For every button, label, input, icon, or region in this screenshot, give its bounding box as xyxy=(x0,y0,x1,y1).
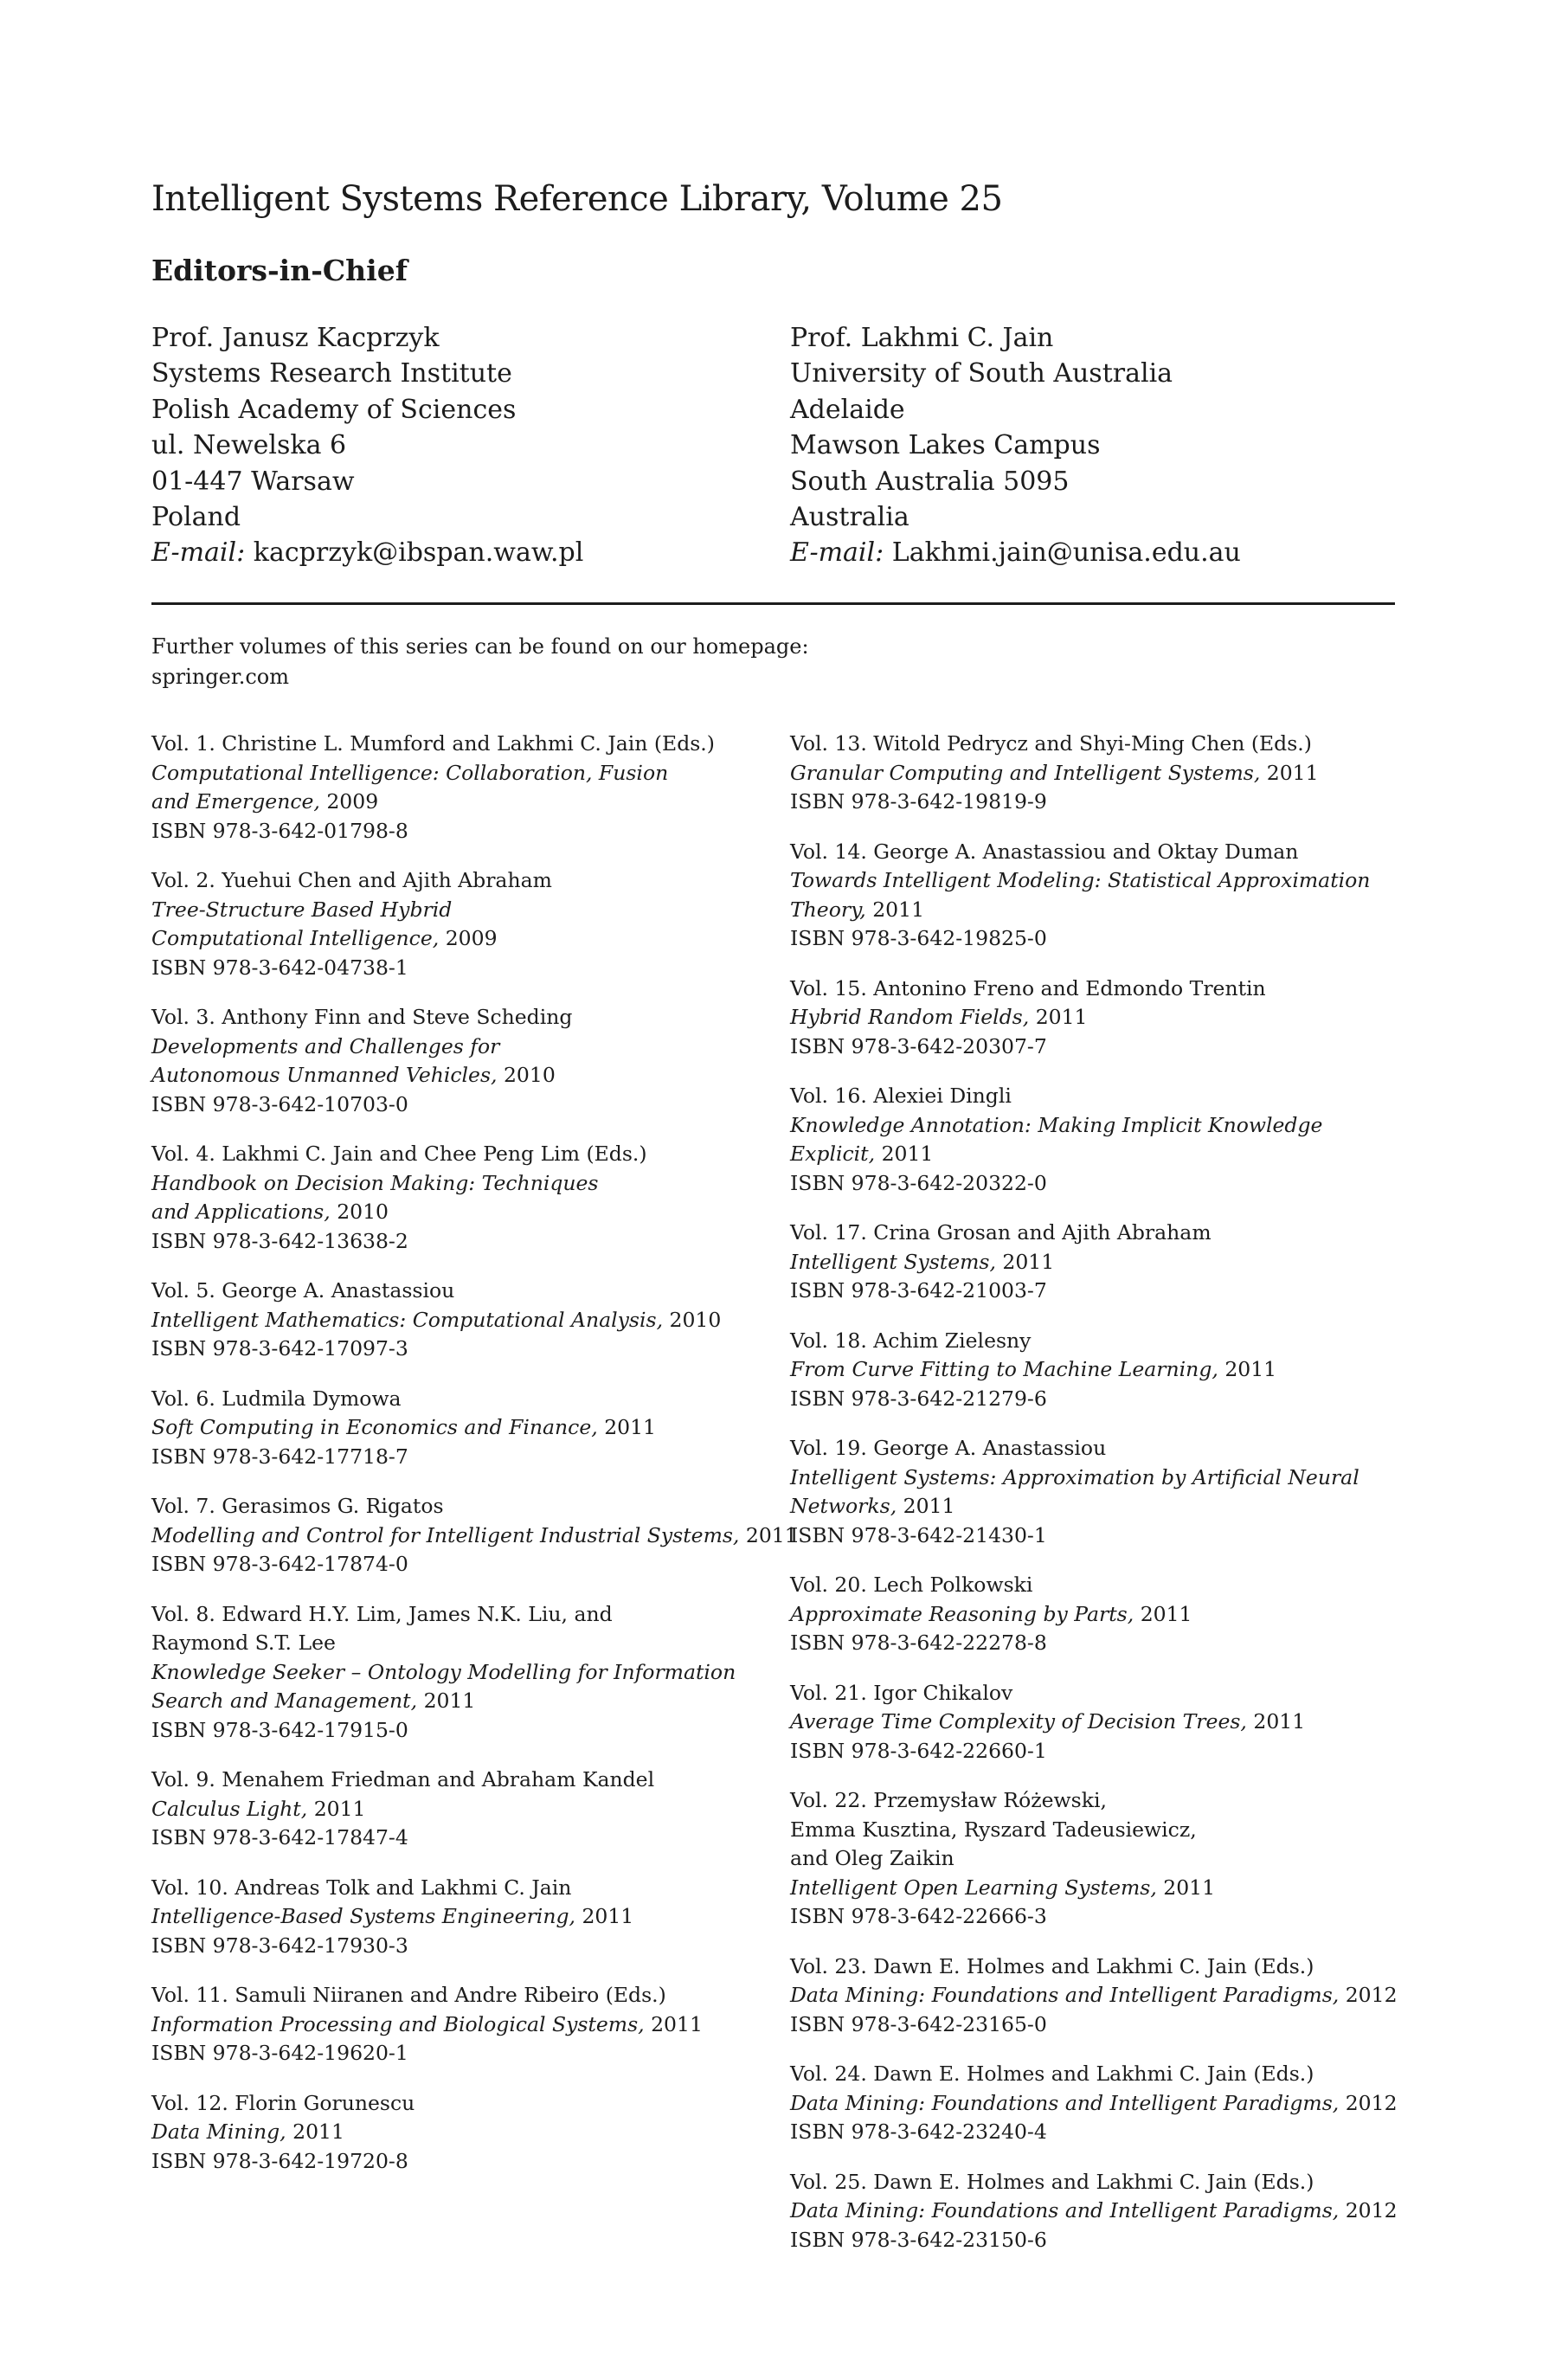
volume-title-line xyxy=(790,1874,1398,1903)
volume-title-line xyxy=(790,2089,1398,2119)
volume-title: and Applications, xyxy=(151,1200,331,1224)
volume-authors: Vol. 21. Igor Chikalov xyxy=(790,1680,1013,1705)
volume-authors: Vol. 16. Alexiei Dingli xyxy=(790,1084,1012,1108)
volume-year: 2011 xyxy=(651,2011,703,2036)
volume-entry xyxy=(790,1219,1398,1306)
email-address: kacprzyk@ibspan.waw.pl xyxy=(253,537,584,569)
volume-year: 2011 xyxy=(881,1142,934,1166)
volume-title-line xyxy=(790,1003,1398,1032)
volume-authors: Vol. 9. Menahem Friedman and Abraham Kandel xyxy=(151,1767,655,1791)
editor-line: South Australia 5095 xyxy=(790,466,1070,497)
volume-title: Towards Intelligent Modeling: Statistical Approximation xyxy=(790,868,1371,892)
volume-list-left xyxy=(151,730,798,2197)
volume-title: Intelligent Mathematics: Computational Analysis, xyxy=(151,1307,664,1332)
volume-isbn: ISBN 978-3-642-04738-1 xyxy=(151,955,408,980)
editor-line: Systems Research Institute xyxy=(151,358,512,389)
volume-entry xyxy=(790,1952,1398,2040)
volume-entry xyxy=(790,838,1398,954)
series-title: Intelligent Systems Reference Library, Volume 25 xyxy=(151,179,1003,219)
volume-title-line xyxy=(151,896,798,925)
volume-isbn: ISBN 978-3-642-23150-6 xyxy=(790,2227,1047,2252)
volume-year: 2012 xyxy=(1345,1983,1398,2007)
volume-title: Intelligent Systems: Approximation by Artificial Neural xyxy=(790,1464,1359,1489)
volume-isbn: ISBN 978-3-642-17915-0 xyxy=(151,1717,408,1742)
volume-title-line xyxy=(151,1198,798,1227)
volume-isbn: ISBN 978-3-642-17874-0 xyxy=(151,1552,408,1576)
editor-line: Polish Academy of Sciences xyxy=(151,394,517,425)
volume-authors: Vol. 25. Dawn E. Holmes and Lakhmi C. Jain (Eds.) xyxy=(790,2169,1314,2194)
volume-year: 2011 xyxy=(1002,1249,1055,1274)
volume-title: Tree-Structure Based Hybrid xyxy=(151,897,453,922)
email-address: Lakhmi.jain@unisa.edu.au xyxy=(891,537,1241,569)
volume-isbn: ISBN 978-3-642-19720-8 xyxy=(151,2148,408,2173)
editor-line: Prof. Lakhmi C. Jain xyxy=(790,323,1054,353)
volume-title: Information Processing and Biological Systems, xyxy=(151,2011,645,2036)
editor-block-left xyxy=(151,320,583,571)
volume-isbn: ISBN 978-3-642-17847-4 xyxy=(151,1825,408,1849)
volume-authors: Raymond S.T. Lee xyxy=(151,1631,336,1655)
horizontal-rule xyxy=(151,602,1395,605)
volume-authors: Vol. 10. Andreas Tolk and Lakhmi C. Jain xyxy=(151,1875,572,1900)
volume-title: Intelligent Systems, xyxy=(790,1249,996,1274)
volume-isbn: ISBN 978-3-642-22660-1 xyxy=(790,1738,1047,1763)
volume-title-line xyxy=(790,866,1398,896)
volume-authors: Vol. 15. Antonino Freno and Edmondo Trentin xyxy=(790,975,1266,1000)
volume-year: 2010 xyxy=(669,1307,722,1332)
volume-entry xyxy=(790,1571,1398,1658)
volume-isbn: ISBN 978-3-642-21279-6 xyxy=(790,1386,1047,1411)
volume-title: Intelligent Open Learning Systems, xyxy=(790,1875,1157,1900)
volume-title: Granular Computing and Intelligent Systems, xyxy=(790,760,1261,785)
volume-authors: Vol. 12. Florin Gorunescu xyxy=(151,2090,415,2115)
volume-entry xyxy=(151,1277,798,1364)
volume-authors: Vol. 24. Dawn E. Holmes and Lakhmi C. Jain (Eds.) xyxy=(790,2062,1314,2086)
volume-title: Data Mining: Foundations and Intelligent Paradigms, xyxy=(790,2198,1340,2222)
volume-title: Data Mining: Foundations and Intelligent Paradigms, xyxy=(790,2090,1340,2115)
volume-year: 2011 xyxy=(1253,1709,1306,1734)
volume-authors: Vol. 2. Yuehui Chen and Ajith Abraham xyxy=(151,868,552,892)
volume-title-line xyxy=(790,1140,1398,1169)
volume-title: Intelligence-Based Systems Engineering, xyxy=(151,1904,575,1928)
volume-entry xyxy=(790,2168,1398,2255)
further-volumes-homepage: springer.com xyxy=(151,665,289,689)
volume-title: From Curve Fitting to Machine Learning, xyxy=(790,1357,1218,1381)
volume-title: Knowledge Annotation: Making Implicit Knowledge xyxy=(790,1112,1323,1137)
volume-year: 2011 xyxy=(582,1904,634,1928)
volume-entry xyxy=(790,1679,1398,1766)
volume-isbn: ISBN 978-3-642-17097-3 xyxy=(151,1336,408,1360)
editor-line: ul. Newelska 6 xyxy=(151,430,347,461)
volume-year: 2010 xyxy=(503,1063,556,1087)
volume-authors: Vol. 1. Christine L. Mumford and Lakhmi C. Jain (Eds.) xyxy=(151,731,715,756)
volume-title: Search and Management, xyxy=(151,1689,418,1713)
volume-title: Handbook on Decision Making: Techniques xyxy=(151,1170,599,1195)
volume-year: 2009 xyxy=(326,789,379,814)
volume-year: 2011 xyxy=(313,1796,366,1821)
volume-title: Developments and Challenges for xyxy=(151,1033,500,1058)
volume-title-line xyxy=(790,1111,1398,1141)
volume-isbn: ISBN 978-3-642-10703-0 xyxy=(151,1091,408,1116)
volume-isbn: ISBN 978-3-642-23165-0 xyxy=(790,2011,1047,2036)
editor-line: Poland xyxy=(151,502,241,533)
volume-year: 2010 xyxy=(337,1200,389,1224)
volume-isbn: ISBN 978-3-642-20307-7 xyxy=(790,1033,1047,1058)
volume-title-line xyxy=(790,759,1398,788)
volume-isbn: ISBN 978-3-642-23240-4 xyxy=(790,2119,1047,2144)
volume-title: Data Mining, xyxy=(151,2119,286,2144)
editor-line: Prof. Janusz Kacprzyk xyxy=(151,323,440,353)
volume-authors: Vol. 6. Ludmila Dymowa xyxy=(151,1386,402,1411)
volume-title: Knowledge Seeker – Ontology Modelling for Information xyxy=(151,1659,736,1684)
volume-authors: Emma Kusztina, Ryszard Tadeusiewicz, xyxy=(790,1817,1197,1842)
volume-isbn: ISBN 978-3-642-21003-7 xyxy=(790,1278,1047,1303)
editor-line: Australia xyxy=(790,502,909,533)
volume-entry xyxy=(151,1766,798,1853)
volume-title: Calculus Light, xyxy=(151,1796,308,1821)
volume-isbn: ISBN 978-3-642-22278-8 xyxy=(790,1631,1047,1655)
volume-year: 2011 xyxy=(292,2119,344,2144)
volume-authors: Vol. 17. Crina Grosan and Ajith Abraham xyxy=(790,1220,1212,1245)
volume-entry xyxy=(790,1327,1398,1414)
volume-entry xyxy=(151,1600,798,1746)
volume-title-line xyxy=(151,1795,798,1824)
volume-title-line xyxy=(790,1463,1398,1493)
volume-entry xyxy=(151,1003,798,1119)
volume-title-line xyxy=(151,924,798,954)
volume-entry xyxy=(151,1140,798,1256)
volume-title-line xyxy=(151,1306,798,1335)
volume-title-line xyxy=(151,2010,798,2040)
volume-title-line xyxy=(790,896,1398,925)
volume-title-line xyxy=(151,1658,798,1688)
volume-authors: Vol. 13. Witold Pedrycz and Shyi-Ming Chen (Eds.) xyxy=(790,731,1312,756)
volume-title-line xyxy=(790,1492,1398,1521)
volume-authors: Vol. 22. Przemysław Różewski, xyxy=(790,1788,1107,1812)
editor-line: 01-447 Warsaw xyxy=(151,466,355,497)
further-volumes-note xyxy=(151,632,809,692)
volume-entry xyxy=(790,1786,1398,1932)
volume-authors: Vol. 23. Dawn E. Holmes and Lakhmi C. Jain (Eds.) xyxy=(790,1953,1314,1978)
volume-authors: Vol. 14. George A. Anastassiou and Oktay Duman xyxy=(790,839,1299,864)
volume-title: Approximate Reasoning by Parts, xyxy=(790,1601,1134,1626)
volume-authors: Vol. 8. Edward H.Y. Lim, James N.K. Liu, and xyxy=(151,1601,613,1626)
volume-title: Computational Intelligence, xyxy=(151,926,440,950)
editor-line: University of South Australia xyxy=(790,358,1173,389)
volume-entry xyxy=(151,1492,798,1579)
volume-entry xyxy=(790,730,1398,817)
volume-entry xyxy=(151,866,798,982)
volume-authors: Vol. 20. Lech Polkowski xyxy=(790,1573,1033,1597)
volume-isbn: ISBN 978-3-642-21430-1 xyxy=(790,1522,1047,1547)
email-label: E-mail: xyxy=(790,537,884,569)
volume-title: and Emergence, xyxy=(151,789,320,814)
volume-title: Modelling and Control for Intelligent Industrial Systems, xyxy=(151,1522,740,1547)
volume-authors: Vol. 19. George A. Anastassiou xyxy=(790,1436,1107,1460)
editor-block-right xyxy=(790,320,1241,571)
volume-title: Networks, xyxy=(790,1494,897,1518)
volume-year: 2011 xyxy=(1266,760,1319,785)
volume-title-line xyxy=(151,1169,798,1199)
volume-year: 2009 xyxy=(445,926,498,950)
volume-title-line xyxy=(151,1902,798,1932)
volume-title: Data Mining: Foundations and Intelligent Paradigms, xyxy=(790,1983,1340,2007)
editor-email-line xyxy=(790,535,1241,570)
editor-line: Adelaide xyxy=(790,394,905,425)
volume-year: 2011 xyxy=(423,1689,476,1713)
volume-year: 2011 xyxy=(1224,1357,1277,1381)
volume-title: Hybrid Random Fields, xyxy=(790,1005,1030,1029)
volume-title-line xyxy=(790,1355,1398,1385)
editors-in-chief-heading: Editors-in-Chief xyxy=(151,254,408,287)
volume-isbn: ISBN 978-3-642-19819-9 xyxy=(790,789,1047,814)
volume-entry xyxy=(790,2060,1398,2147)
volume-isbn: ISBN 978-3-642-17930-3 xyxy=(151,1933,408,1958)
volume-isbn: ISBN 978-3-642-20322-0 xyxy=(790,1170,1047,1195)
volume-title: Autonomous Unmanned Vehicles, xyxy=(151,1063,498,1087)
volume-entry xyxy=(151,2089,798,2177)
volume-title: Average Time Complexity of Decision Trees, xyxy=(790,1709,1247,1734)
volume-authors: Vol. 11. Samuli Niiranen and Andre Ribeiro (Eds.) xyxy=(151,1983,666,2007)
volume-title: Explicit, xyxy=(790,1142,876,1166)
volume-title: Soft Computing in Economics and Finance, xyxy=(151,1415,598,1439)
volume-authors: Vol. 18. Achim Zielesny xyxy=(790,1328,1032,1353)
volume-title-line xyxy=(151,1413,798,1443)
volume-year: 2011 xyxy=(1163,1875,1216,1900)
volume-entry xyxy=(151,1385,798,1472)
volume-entry xyxy=(151,1981,798,2068)
volume-isbn: ISBN 978-3-642-19825-0 xyxy=(790,926,1047,950)
volume-title-line xyxy=(151,1687,798,1716)
volume-isbn: ISBN 978-3-642-13638-2 xyxy=(151,1228,408,1253)
volume-isbn: ISBN 978-3-642-22666-3 xyxy=(790,1904,1047,1928)
volume-authors: and Oleg Zaikin xyxy=(790,1846,954,1870)
volume-title-line xyxy=(151,1521,798,1551)
volume-year: 2011 xyxy=(1035,1005,1088,1029)
volume-title-line xyxy=(790,1981,1398,2010)
volume-entry xyxy=(790,1082,1398,1198)
volume-isbn: ISBN 978-3-642-17718-7 xyxy=(151,1444,408,1469)
volume-authors: Vol. 7. Gerasimos G. Rigatos xyxy=(151,1494,444,1518)
volume-year: 2011 xyxy=(872,897,925,922)
volume-authors: Vol. 3. Anthony Finn and Steve Scheding xyxy=(151,1005,573,1029)
email-label: E-mail: xyxy=(151,537,246,569)
volume-year: 2011 xyxy=(745,1522,798,1547)
volume-title-line xyxy=(790,1600,1398,1630)
volume-entry xyxy=(790,1434,1398,1550)
volume-year: 2011 xyxy=(1140,1601,1192,1626)
further-volumes-text: Further volumes of this series can be found on our homepage: xyxy=(151,634,809,659)
editor-email-line xyxy=(151,535,583,570)
volume-title-line xyxy=(151,1061,798,1090)
volume-title: Theory, xyxy=(790,897,866,922)
volume-title-line xyxy=(151,788,798,817)
volume-isbn: ISBN 978-3-642-01798-8 xyxy=(151,818,408,843)
volume-year: 2011 xyxy=(604,1415,657,1439)
volume-title: Computational Intelligence: Collaboration, Fusion xyxy=(151,760,669,785)
volume-title-line xyxy=(151,759,798,788)
volume-authors: Vol. 4. Lakhmi C. Jain and Chee Peng Lim (Eds.) xyxy=(151,1142,647,1166)
volume-title-line xyxy=(151,2118,798,2147)
editor-line: Mawson Lakes Campus xyxy=(790,430,1101,461)
volume-year: 2012 xyxy=(1345,2198,1398,2222)
volume-entry xyxy=(151,730,798,846)
volume-title-line xyxy=(151,1032,798,1062)
volume-title-line xyxy=(790,1708,1398,1737)
volume-list-right xyxy=(790,730,1398,2275)
volume-entry xyxy=(790,975,1398,1062)
volume-authors: Vol. 5. George A. Anastassiou xyxy=(151,1278,455,1303)
volume-title-line xyxy=(790,2197,1398,2226)
volume-title-line xyxy=(790,1248,1398,1277)
volume-year: 2011 xyxy=(903,1494,955,1518)
volume-isbn: ISBN 978-3-642-19620-1 xyxy=(151,2041,408,2065)
volume-year: 2012 xyxy=(1345,2090,1398,2115)
volume-entry xyxy=(151,1874,798,1961)
